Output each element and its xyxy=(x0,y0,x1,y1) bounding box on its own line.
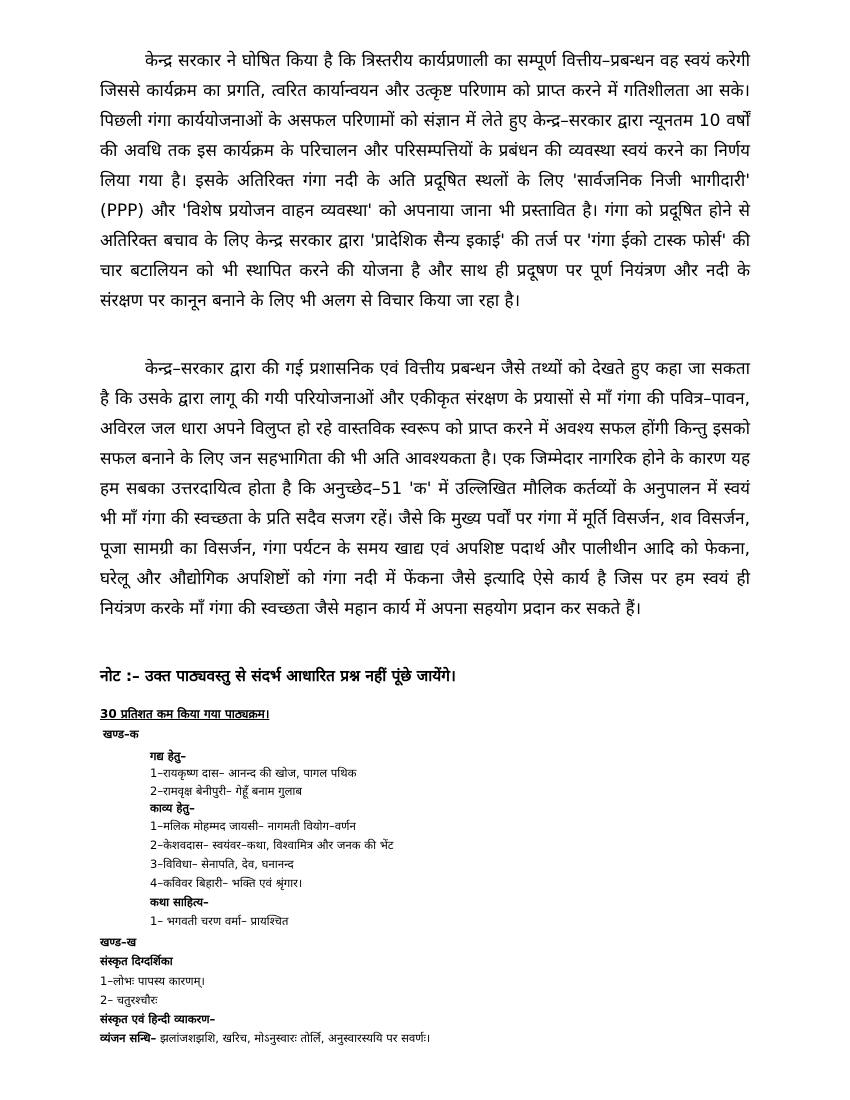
kavya-item: 4–कविवर बिहारी– भक्ति एवं श्रृंगार। xyxy=(150,876,303,890)
katha-heading: कथा साहित्य– xyxy=(150,895,209,909)
sanskrit-item: 2– चतुरश्चौरः xyxy=(100,993,158,1007)
section-khand-ka: खण्ड–क xyxy=(103,727,139,741)
kavya-heading: काव्य हेतु– xyxy=(150,801,195,815)
kavya-item: 1–मलिक मोहम्मद जायसी– नागमती वियोग–वर्णन xyxy=(150,819,356,833)
gadya-item: 2–रामवृक्ष बेनीपुरी– गेहूँ बनाम गुलाब xyxy=(150,784,302,798)
kavya-item: 2–केशवदास– स्वयंवर–कथा, विश्वामित्र और जनक की भेंट xyxy=(150,838,394,852)
kavya-item: 3–विविधा– सेनापति, देव, घनानन्द xyxy=(150,857,294,871)
section-khand-kha: खण्ड–ख xyxy=(100,935,137,949)
vyakaran-heading: संस्कृत एवं हिन्दी व्याकरण– xyxy=(100,1012,216,1026)
vyanjan-sandhi-line xyxy=(100,1031,430,1046)
vyanjan-label: व्यंजन सन्धि– xyxy=(100,1031,157,1045)
paragraph-2: केन्द्र–सरकार द्वारा की गई प्रशासनिक एवं वित्तीय प्रबन्धन जैसे तथ्यों को देखते हुए कहा जा सकता है कि उसके द्वारा लागू की गयी परियोजनाओं और एकीकृत संरक्षण के प्रयासों से माँ गंगा की पवित्र–पावन, अविरल जल धारा अपने विलुप्त हो रहे वास्तविक स्वरूप को प्राप्त करने में अवश्य सफल होंगी किन्तु इसको सफल बनाने के लिए जन सहभागिता की भी अति आवश्यकता है। एक जिम्मेदार नागरिक होने के कारण यह हम सबका उत्तरदायित्व होता है कि अनुच्छेद–51 'क' में उल्लिखित मौलिक कर्तव्यों के अनुपालन में स्वयं भी माँ गंगा की स्वच्छता के प्रति सदैव सजग रहें। जैसे कि मुख्य पर्वों पर गंगा में मूर्ति विसर्जन, शव विसर्जन, पूजा सामग्री का विसर्जन, गंगा पर्यटन के समय खाद्य एवं अपशिष्ट पदार्थ और पालीथीन आदि को फेकना, घरेलू और औद्योगिक अपशिष्टों को गंगा नदी में फेंकना जैसे इत्यादि ऐसे कार्य है जिस पर हम स्वयं ही नियंत्रण करके माँ गंगा की स्वच्छता जैसे महान कार्य में अपना सहयोग प्रदान कर सकते हैं। xyxy=(100,359,750,619)
katha-item: 1– भगवती चरण वर्मा– प्रायश्चित xyxy=(150,914,289,928)
syllabus-heading: 30 प्रतिशत कम किया गया पाठ्यक्रम। xyxy=(100,707,270,721)
sanskrit-heading: संस्कृत दिग्दर्शिका xyxy=(100,954,173,968)
sanskrit-item: 1–लोभः पापस्य कारणम्। xyxy=(100,974,205,988)
gadya-item: 1–रायकृष्ण दास– आनन्द की खोज, पागल पथिक xyxy=(150,766,357,780)
vyanjan-text: झलांजशझशि, खरिच, मोऽनुस्वारः तोर्लि, अनुस्वारस्ययि पर सवर्णः। xyxy=(156,1031,431,1045)
gadya-heading: गद्य हेतु– xyxy=(150,749,187,763)
paragraph-1: केन्द्र सरकार ने घोषित किया है कि त्रिस्तरीय कार्यप्रणाली का सम्पूर्ण वित्तीय–प्रबन्धन वह स्वयं करेगी जिससे कार्यक्रम का प्रगति, त्वरित कार्यान्वयन और उत्कृष्ट परिणाम को प्राप्त करने में गतिशीलता आ सके। पिछली गंगा कार्ययोजनाओं के असफल परिणामों को संज्ञान में लेते हुए केन्द्र–सरकार द्वारा न्यूनतम 10 वर्षों की अवधि तक इस कार्यक्रम के परिचालन और परिसम्पत्तियों के प्रबंधन की व्यवस्था स्वयं करने का निर्णय लिया गया है। इसके अतिरिक्त गंगा नदी के अति प्रदूषित स्थलों के लिए 'सार्वजनिक निजी भागीदारी' (PPP) और 'विशेष प्रयोजन वाहन व्यवस्था' को अपनाया जाना भी प्रस्तावित है। गंगा को प्रदूषित होने से अतिरिक्त बचाव के लिए केन्द्र सरकार द्वारा 'प्रादेशिक सैन्य इकाई' की तर्ज पर 'गंगा ईको टास्क फोर्स' की चार बटालियन को भी स्थापित करने की योजना है और साथ ही प्रदूषण पर पूर्ण नियंत्रण और नदी के संरक्षण पर कानून बनाने के लिए भी अलग से विचार किया जा रहा है। xyxy=(100,51,750,311)
note-text: नोट :– उक्त पाठ्यवस्तु से संदर्भ आधारित प्रश्न नहीं पूंछे जायेंगे। xyxy=(100,667,456,685)
